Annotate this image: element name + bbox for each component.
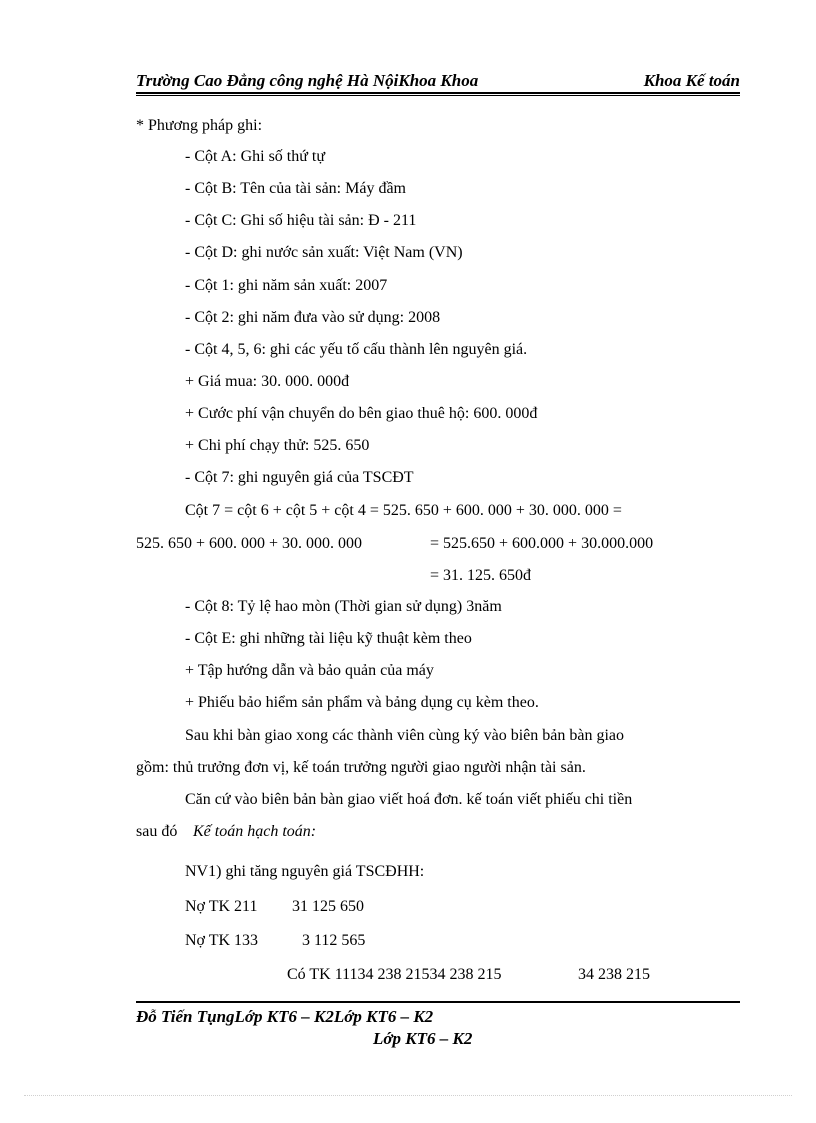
footer-line-2: Lớp KT6 – K2	[373, 1029, 473, 1048]
body-line-14a: 525. 650 + 600. 000 + 30. 000. 000	[136, 535, 363, 552]
body-line-5: - Cột D: ghi nước sản xuất: Việt Nam (VN)	[185, 244, 463, 261]
body-line-9: + Giá mua: 30. 000. 000đ	[185, 373, 350, 390]
body-line-2: - Cột A: Ghi số thứ tự	[185, 148, 326, 165]
header-rule-bottom	[136, 95, 740, 96]
body-line-19: + Phiếu bảo hiểm sản phẩm và bảng dụng cụ kèm theo.	[185, 694, 539, 711]
body-line-8: - Cột 4, 5, 6: ghi các yếu tố cấu thành lên nguyên giá.	[185, 341, 528, 358]
body-line-3: - Cột B: Tên của tài sản: Máy đầm	[185, 180, 406, 197]
page-bottom-dotted-border	[24, 1095, 792, 1096]
body-line-14b: = 525.650 + 600.000 + 30.000.000	[430, 535, 654, 552]
body-line-23a: sau đó	[136, 823, 178, 840]
body-line-27a: Có TK 11134 238 21534 238 215	[287, 966, 502, 983]
body-line-6: - Cột 1: ghi năm sản xuất: 2007	[185, 277, 388, 294]
body-line-16: - Cột 8: Tỷ lệ hao mòn (Thời gian sử dụng) 3năm	[185, 598, 502, 615]
header-right: Khoa Kế toán	[643, 71, 740, 90]
header-left: Trường Cao Đẳng công nghệ Hà NộiKhoa Khoa	[136, 71, 479, 90]
body-line-26a: Nợ TK 133	[185, 932, 259, 949]
body-line-21: gồm: thủ trưởng đơn vị, kế toán trưởng người giao người nhận tài sản.	[136, 759, 586, 776]
body-line-4: - Cột C: Ghi số hiệu tài sản: Đ - 211	[185, 212, 417, 229]
body-line-20: Sau khi bàn giao xong các thành viên cùng ký vào biên bản bàn giao	[185, 727, 624, 744]
body-line-27b: 34 238 215	[578, 966, 650, 983]
body-line-1: * Phương pháp ghi:	[136, 117, 263, 134]
body-line-15: = 31. 125. 650đ	[430, 567, 532, 584]
body-line-26b: 3 112 565	[302, 932, 366, 949]
body-line-18: + Tập hướng dẫn và bảo quản của máy	[185, 662, 434, 679]
body-line-25a: Nợ TK 211	[185, 898, 258, 915]
header-rule-top	[136, 92, 740, 94]
footer-rule	[136, 1001, 740, 1003]
body-line-12: - Cột 7: ghi nguyên giá của TSCĐT	[185, 469, 414, 486]
body-line-11: + Chi phí chạy thử: 525. 650	[185, 437, 370, 454]
footer-line-1: Đỗ Tiến TụngLớp KT6 – K2Lớp KT6 – K2	[136, 1007, 434, 1026]
body-line-7: - Cột 2: ghi năm đưa vào sử dụng: 2008	[185, 309, 441, 326]
body-line-13: Cột 7 = cột 6 + cột 5 + cột 4 = 525. 650 + 600. 000 + 30. 000. 000 =	[185, 502, 622, 519]
body-line-10: + Cước phí vận chuyển do bên giao thuê hộ: 600. 000đ	[185, 405, 538, 422]
body-line-23b: Kế toán hạch toán:	[193, 823, 317, 840]
body-line-17: - Cột E: ghi những tài liệu kỹ thuật kèm theo	[185, 630, 472, 647]
body-line-25b: 31 125 650	[292, 898, 364, 915]
body-line-24: NV1) ghi tăng nguyên giá TSCĐHH:	[185, 863, 425, 880]
body-line-22: Căn cứ vào biên bản bàn giao viết hoá đơn. kế toán viết phiếu chi tiền	[185, 791, 633, 808]
